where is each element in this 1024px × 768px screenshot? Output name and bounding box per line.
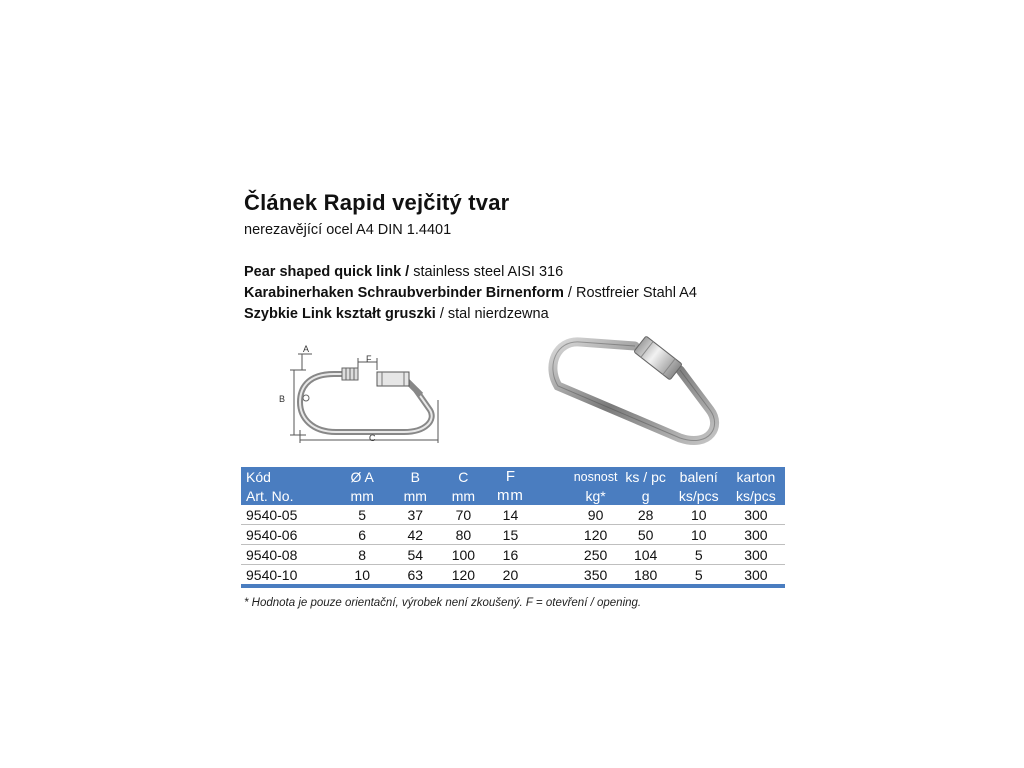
cell-baleni: 10	[671, 505, 727, 525]
description-en-normal: stainless steel AISI 316	[409, 264, 564, 280]
technical-drawing	[276, 340, 456, 450]
description-line-de	[244, 285, 697, 301]
cell-c: 100	[440, 545, 486, 565]
cell-weight: 50	[621, 525, 671, 545]
cell-f: 20	[486, 565, 534, 587]
description-de-bold: Karabinerhaken Schraubverbinder Birnenform	[244, 285, 564, 301]
product-photo	[540, 330, 730, 450]
cell-kod: 9540-06	[241, 525, 334, 545]
cell-b: 37	[390, 505, 440, 525]
cell-f: 14	[486, 505, 534, 525]
description-pl-bold: Szybkie Link kształt gruszki	[244, 306, 436, 322]
table-row	[241, 525, 785, 545]
product-title: Článek Rapid vejčitý tvar	[244, 190, 510, 215]
spec-table	[241, 467, 785, 588]
cell-weight: 180	[621, 565, 671, 587]
cell-kod: 9540-10	[241, 565, 334, 587]
cell-karton: 300	[727, 525, 785, 545]
header-gap	[534, 467, 570, 486]
label-b: B	[279, 394, 286, 404]
cell-b: 42	[390, 525, 440, 545]
cell-nosnost: 250	[571, 545, 621, 565]
cell-baleni: 5	[671, 565, 727, 587]
description-de-normal: / Rostfreier Stahl A4	[563, 285, 697, 301]
header-f: F	[486, 467, 534, 486]
cell-karton: 300	[727, 505, 785, 525]
header-nosnost-unit: kg*	[571, 486, 621, 505]
table-row	[241, 565, 785, 587]
description-en-bold: Pear shaped quick link /	[244, 264, 410, 280]
cell-kod: 9540-08	[241, 545, 334, 565]
cell-baleni: 5	[671, 545, 727, 565]
cell-weight: 104	[621, 545, 671, 565]
cell-karton: 300	[727, 545, 785, 565]
header-karton-unit: ks/pcs	[727, 486, 785, 505]
label-f: F	[366, 354, 372, 364]
cell-a: 10	[334, 565, 390, 587]
cell-a: 5	[334, 505, 390, 525]
header-a: Ø A	[334, 467, 390, 486]
cell-gap	[534, 545, 570, 565]
label-a: A	[303, 344, 310, 354]
cell-c: 70	[440, 505, 486, 525]
cell-karton: 300	[727, 565, 785, 587]
cell-nosnost: 90	[571, 505, 621, 525]
cell-c: 80	[440, 525, 486, 545]
cell-b: 63	[390, 565, 440, 587]
header-nosnost: nosnost	[571, 467, 621, 486]
header-weight-unit: g	[621, 486, 671, 505]
footnote: * Hodnota je pouze orientační, výrobek není zkoušený. F = otevření / opening.	[244, 597, 642, 609]
header-a-unit: mm	[334, 486, 390, 505]
cell-kod: 9540-05	[241, 505, 334, 525]
header-f-unit: mm	[486, 486, 534, 505]
cell-baleni: 10	[671, 525, 727, 545]
table-row	[241, 545, 785, 565]
description-line-pl	[244, 306, 549, 322]
table-row	[241, 505, 785, 525]
description-pl-normal: / stal nierdzewna	[435, 306, 549, 322]
cell-gap	[534, 565, 570, 587]
header-gap-2	[534, 486, 570, 505]
header-karton: karton	[727, 467, 785, 486]
cell-weight: 28	[621, 505, 671, 525]
cell-f: 16	[486, 545, 534, 565]
header-b-unit: mm	[390, 486, 440, 505]
header-c-unit: mm	[440, 486, 486, 505]
cell-c: 120	[440, 565, 486, 587]
table-header-row-2	[241, 486, 785, 505]
cell-a: 6	[334, 525, 390, 545]
header-baleni-unit: ks/pcs	[671, 486, 727, 505]
header-b: B	[390, 467, 440, 486]
header-baleni: balení	[671, 467, 727, 486]
cell-f: 15	[486, 525, 534, 545]
cell-a: 8	[334, 545, 390, 565]
header-weight: ks / pc	[621, 467, 671, 486]
cell-gap	[534, 505, 570, 525]
cell-nosnost: 120	[571, 525, 621, 545]
cell-b: 54	[390, 545, 440, 565]
header-kod: Kód	[241, 467, 334, 486]
label-c: C	[369, 433, 376, 443]
header-c: C	[440, 467, 486, 486]
product-subtitle: nerezavějící ocel A4 DIN 1.4401	[244, 222, 452, 238]
cell-gap	[534, 525, 570, 545]
description-line-en	[244, 264, 563, 280]
cell-nosnost: 350	[571, 565, 621, 587]
table-header-row-1	[241, 467, 785, 486]
header-art-no: Art. No.	[241, 486, 334, 505]
